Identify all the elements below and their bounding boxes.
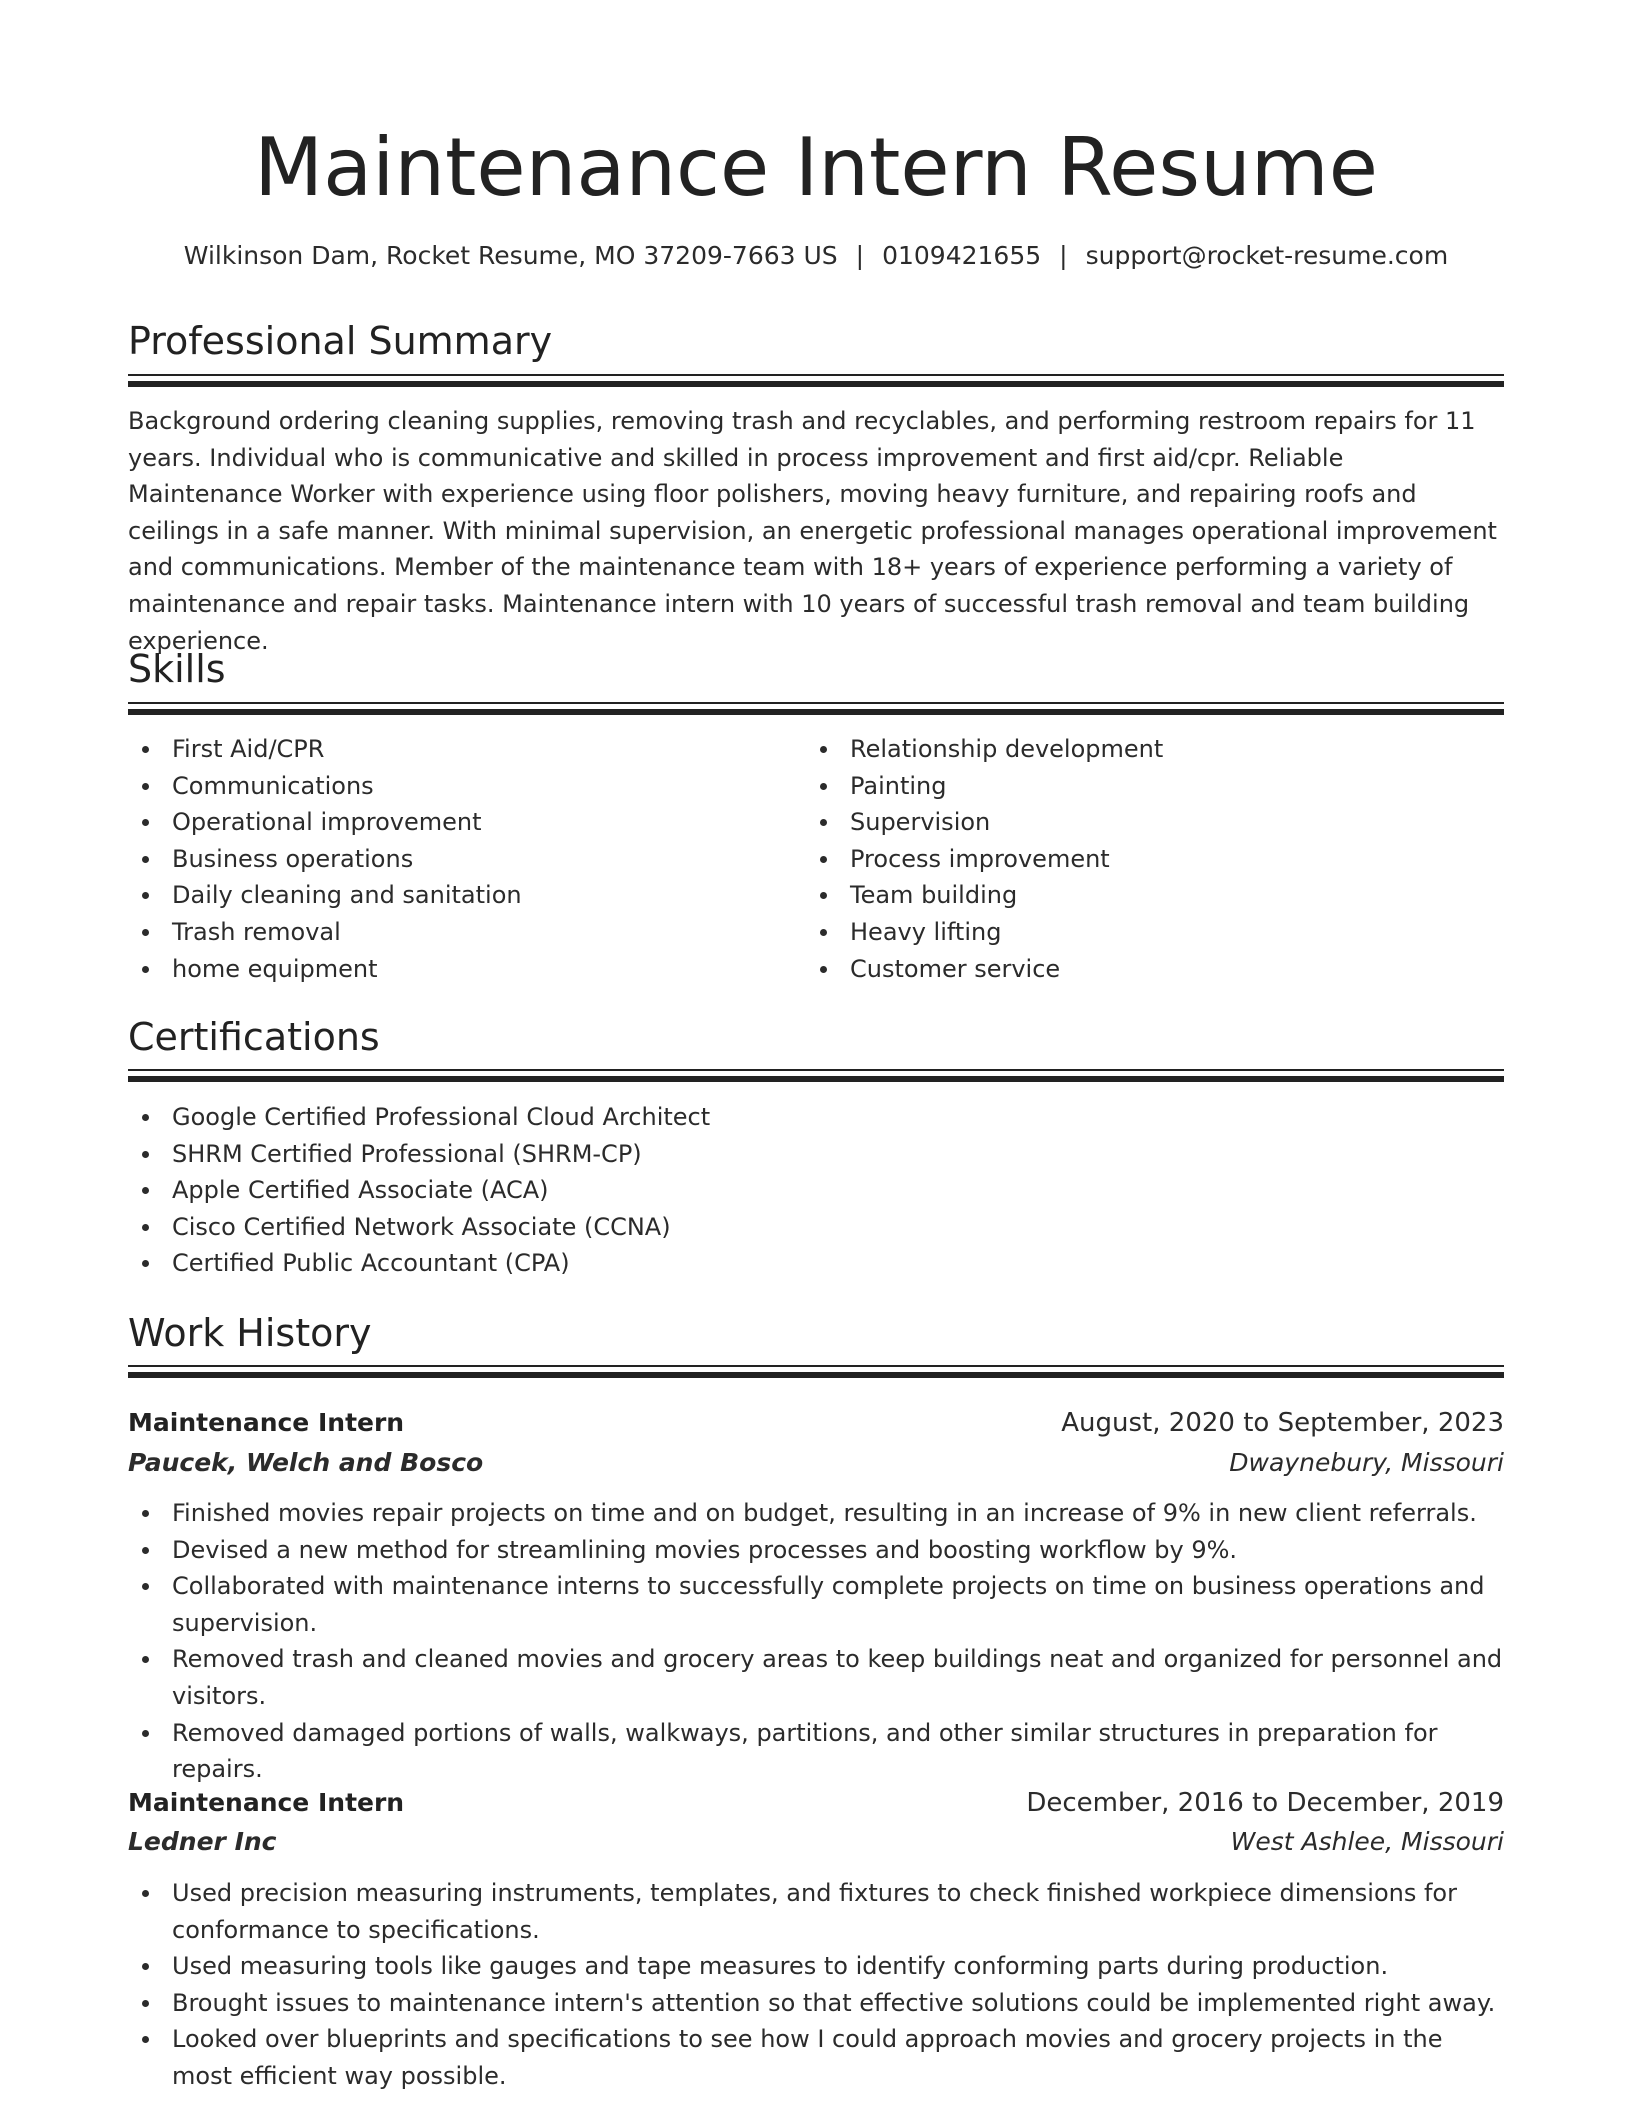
skills-list-left — [128, 731, 800, 987]
job-location: West Ashlee, Missouri — [1230, 1827, 1504, 1856]
job-bullet: Removed trash and cleaned movies and grocery areas to keep buildings neat and organized for personnel and visitors. — [128, 1641, 1504, 1714]
job-bullet: Collaborated with maintenance interns to successfully complete projects on time on business operations and supervision. — [128, 1568, 1504, 1641]
certification-item: SHRM Certified Professional (SHRM-CP) — [128, 1136, 1504, 1173]
contact-line — [128, 238, 1504, 274]
job-bullet: Brought issues to maintenance intern's attention so that effective solutions could be implemented right away. — [128, 1985, 1504, 2022]
job-company: Paucek, Welch and Bosco — [128, 1448, 484, 1477]
contact-separator: | — [855, 241, 865, 270]
section-professional-summary — [128, 316, 1504, 366]
skill-item: Communications — [128, 768, 800, 805]
job-subheader — [128, 1822, 1504, 1862]
resume-title: Maintenance Intern Resume — [254, 121, 1378, 214]
job-bullet: Finished movies repair projects on time and on budget, resulting in an increase of 9% in new client referrals. — [128, 1495, 1504, 1532]
job-dates: December, 2016 to December, 2019 — [1026, 1788, 1504, 1818]
section-heading: Professional Summary — [128, 319, 553, 363]
skill-item: Painting — [806, 768, 1504, 805]
contact-phone: 0109421655 — [882, 241, 1042, 270]
section-heading: Work History — [128, 1311, 372, 1355]
section-heading: Skills — [128, 647, 226, 691]
skill-item: Customer service — [806, 951, 1504, 988]
job-subheader — [128, 1443, 1504, 1483]
certification-item: Google Certified Professional Cloud Architect — [128, 1099, 1504, 1136]
skill-item: Team building — [806, 877, 1504, 914]
skill-item: Supervision — [806, 804, 1504, 841]
certification-item: Cisco Certified Network Associate (CCNA) — [128, 1209, 1504, 1246]
skill-item: First Aid/CPR — [128, 731, 800, 768]
certifications-list — [128, 1099, 1504, 1282]
contact-separator: | — [1059, 241, 1068, 270]
section-skills — [128, 644, 1504, 694]
job-company: Ledner Inc — [128, 1827, 277, 1856]
job-bullet: Used precision measuring instruments, templates, and fixtures to check finished workpiece dimensions for conformance to specifications. — [128, 1875, 1504, 1948]
skill-item: home equipment — [128, 951, 800, 988]
job-bullets — [128, 1495, 1504, 1788]
job-header — [128, 1403, 1504, 1443]
skill-item: Daily cleaning and sanitation — [128, 877, 800, 914]
job-title: Maintenance Intern — [128, 1788, 405, 1817]
job-bullet: Used measuring tools like gauges and tape measures to identify conforming parts during production. — [128, 1948, 1504, 1985]
skills-list-right — [806, 731, 1504, 987]
summary-text: Background ordering cleaning supplies, removing trash and recyclables, and performing restroom repairs for 11 years. Individual who is communicative and skilled in process improvement and first aid/cpr. Reliable Maintenance Worker with experience using floor polishers, moving heavy furniture, and repairing roofs and ceilings in a safe manner. With minimal supervision, an energetic professional manages operational improvement and communications. Member of the maintenance team with 18+ years of experience performing a variety of maintenance and repair tasks. Maintenance intern with 10 years of successful trash removal and team building experience. — [128, 407, 1497, 655]
job-bullet: Removed damaged portions of walls, walkways, partitions, and other similar structures in preparation for repairs. — [128, 1715, 1504, 1788]
job-location: Dwaynebury, Missouri — [1229, 1448, 1504, 1477]
skill-item: Operational improvement — [128, 804, 800, 841]
skill-item: Business operations — [128, 841, 800, 878]
contact-address: Wilkinson Dam, Rocket Resume, MO 37209-7663 US — [183, 241, 838, 270]
section-work-history — [128, 1308, 1504, 1358]
skill-item: Trash removal — [128, 914, 800, 951]
certification-item: Certified Public Accountant (CPA) — [128, 1245, 1504, 1282]
skill-item: Process improvement — [806, 841, 1504, 878]
job-header — [128, 1783, 1504, 1823]
section-certifications — [128, 1012, 1504, 1062]
certification-item: Apple Certified Associate (ACA) — [128, 1172, 1504, 1209]
job-title: Maintenance Intern — [128, 1408, 405, 1437]
job-dates: August, 2020 to September, 2023 — [1061, 1408, 1504, 1438]
contact-email: support@rocket-resume.com — [1085, 241, 1449, 270]
section-heading: Certifications — [128, 1015, 380, 1059]
job-bullets — [128, 1875, 1504, 2095]
job-bullet: Devised a new method for streamlining movies processes and boosting workflow by 9%. — [128, 1532, 1504, 1569]
job-bullet: Looked over blueprints and specifications to see how I could approach movies and grocery projects in the most efficient way possible. — [128, 2021, 1504, 2094]
skill-item: Relationship development — [806, 731, 1504, 768]
skill-item: Heavy lifting — [806, 914, 1504, 951]
